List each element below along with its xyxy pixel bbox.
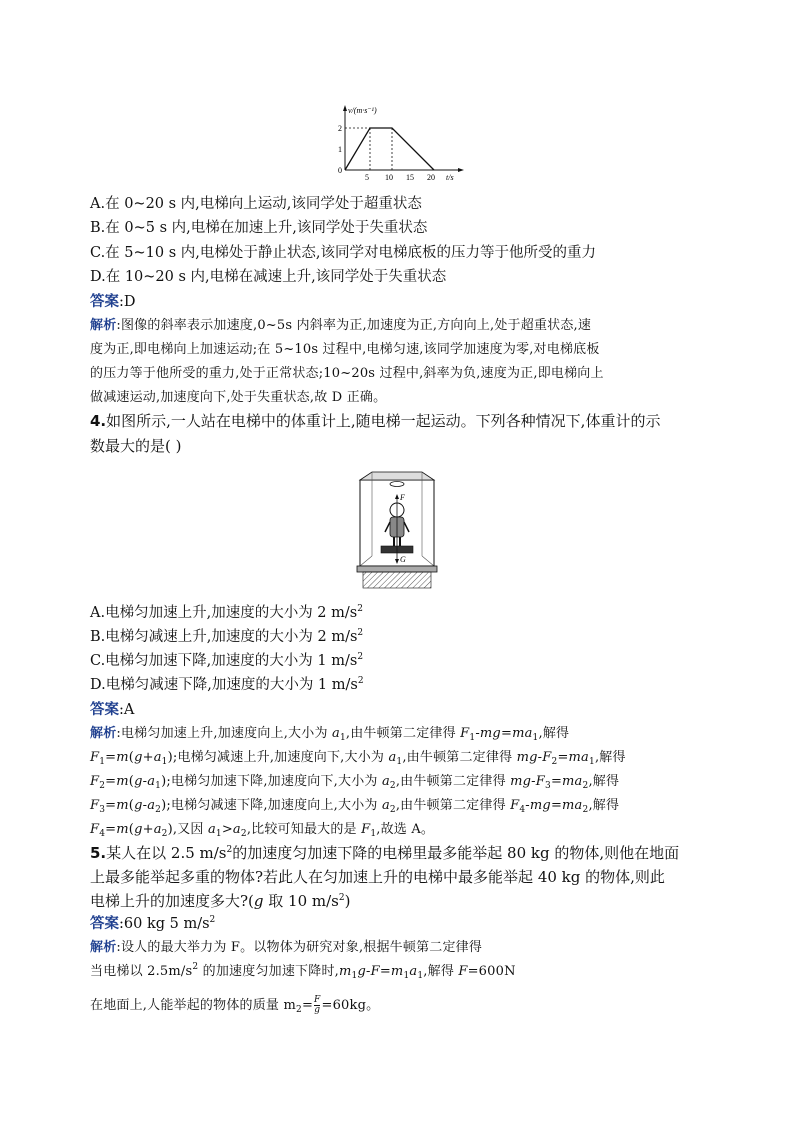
q3-option-d: D.在 10~20 s 内,电梯在减速上升,该同学处于失重状态 — [90, 269, 447, 285]
q3-option-b: B.在 0~5 s 内,电梯在加速上升,该同学处于失重状态 — [90, 220, 428, 236]
q5-answer: 答案:60 kg 5 $m/s^2$ — [90, 915, 216, 932]
x-axis-label: t/s — [446, 173, 454, 182]
force-f-label: F — [400, 493, 405, 502]
q3-option-c: C.在 5~10 s 内,电梯处于静止状态,该同学对电梯底板的压力等于他所受的重力 — [90, 245, 596, 261]
y-axis-label: v/(m·s⁻¹) — [348, 106, 377, 115]
answer-label: 答案 — [90, 293, 119, 310]
x-tick-20: 20 — [427, 173, 435, 182]
q3-solution-line-4: 做减速运动,加速度向下,处于失重状态,故 D 正确。 — [90, 390, 387, 405]
q4-solution-line-1: 解析:电梯匀加速上升,加速度向上,大小为 $a_1$,由牛顿第二定律得 $F_1-mg=ma_1$,解得 — [90, 726, 570, 743]
q4-solution-line-4: $F_3=m(g-a_2)$;电梯匀减速下降,加速度向上,大小为 $a_2$,由牛顿第二定律得 $F_4-mg=ma_2$,解得 — [90, 798, 620, 815]
q5-solution-line-2: 当电梯以 $2.5m/s^2$ 的加速度匀加速下降时$,m_1g-F=m_1a_1$,解得 F=600N — [90, 962, 516, 981]
q4-stem-line-1: 4.如图所示,一人站在电梯中的体重计上,随电梯一起运动。下列各种情况下,体重计的示 — [90, 412, 661, 430]
x-tick-5: 5 — [365, 173, 369, 182]
q4-option-b: B.电梯匀减速上升,加速度的大小为 2 $m/s^2$ — [90, 628, 364, 645]
y-tick-2: 2 — [338, 124, 342, 133]
q5-solution-line-3: 在地面上,人能举起的物体的质量 $m_2=$ $\frac{F}{g}$ =60kg。 — [90, 995, 380, 1015]
y-tick-0: 0 — [338, 166, 342, 175]
q3-solution-line-2: 度为正,即电梯向上加速运动;在 5~10s 过程中,电梯匀速,该同学加速度为零,对电梯底板 — [90, 342, 600, 357]
x-tick-10: 10 — [385, 173, 393, 182]
velocity-line — [345, 128, 434, 170]
answer-value: :D — [119, 294, 136, 310]
q3-option-a: A.在 0~20 s 内,电梯向上运动,该同学处于超重状态 — [90, 196, 422, 212]
question-number: 4. — [90, 412, 107, 430]
q5-solution-line-1: 解析:设人的最大举力为 F。以物体为研究对象,根据牛顿第二定律得 — [90, 940, 483, 955]
q4-stem-line-2: 数最大的是( ) — [90, 437, 182, 455]
q4-answer: 答案:A — [90, 701, 135, 718]
q5-stem-line-3: 电梯上升的加速度多大?(g 取 10 $m/s^2$) — [90, 892, 351, 910]
q3-solution-line-1: 解析:图像的斜率表示加速度,0~5s 内斜率为正,加速度为正,方向向上,处于超重状态,速 — [90, 318, 592, 333]
q4-option-c: C.电梯匀加速下降,加速度的大小为 1 $m/s^2$ — [90, 652, 364, 669]
q4-option-d: D.电梯匀减速下降,加速度的大小为 1 $m/s^2$ — [90, 676, 364, 693]
q5-stem-line-2: 上最多能举起多重的物体?若此人在匀加速上升的电梯中最多能举起 40 kg 的物体,则此 — [90, 868, 665, 886]
q4-solution-line-3: $F_2=m(g-a_1)$;电梯匀加速下降,加速度向下,大小为 $a_2$,由牛顿第二定律得 $mg-F_3=ma_2$,解得 — [90, 774, 620, 791]
q3-answer — [90, 292, 136, 312]
q4-solution-line-2: $F_1=m(g+a_1)$;电梯匀减速上升,加速度向下,大小为 $a_1$,由牛顿第二定律得 $mg-F_2=ma_1$,解得 — [90, 750, 626, 767]
q4-option-a: A.电梯匀加速上升,加速度的大小为 2 $m/s^2$ — [90, 604, 363, 621]
q4-solution-line-5: $F_4=m(g+a_2)$,又因 $a_1>a_2$,比较可知最大的是 $F_1$,故选 A。 — [90, 822, 435, 839]
velocity-time-graph — [330, 100, 470, 184]
solution-label: 解析 — [90, 318, 117, 333]
y-tick-1: 1 — [338, 145, 342, 154]
q3-solution-line-3: 的压力等于他所受的重力,处于正常状态;10~20s 过程中,斜率为负,速度为正,即电梯向上 — [90, 366, 604, 381]
x-tick-15: 15 — [406, 173, 414, 182]
elevator-figure — [355, 470, 440, 590]
q5-stem-line-1: 5.某人在以 2.5 $m/s^2$的加速度匀加速下降的电梯里最多能举起 80 kg 的物体,则他在地面 — [90, 844, 680, 862]
gravity-g-label: G — [400, 555, 406, 564]
